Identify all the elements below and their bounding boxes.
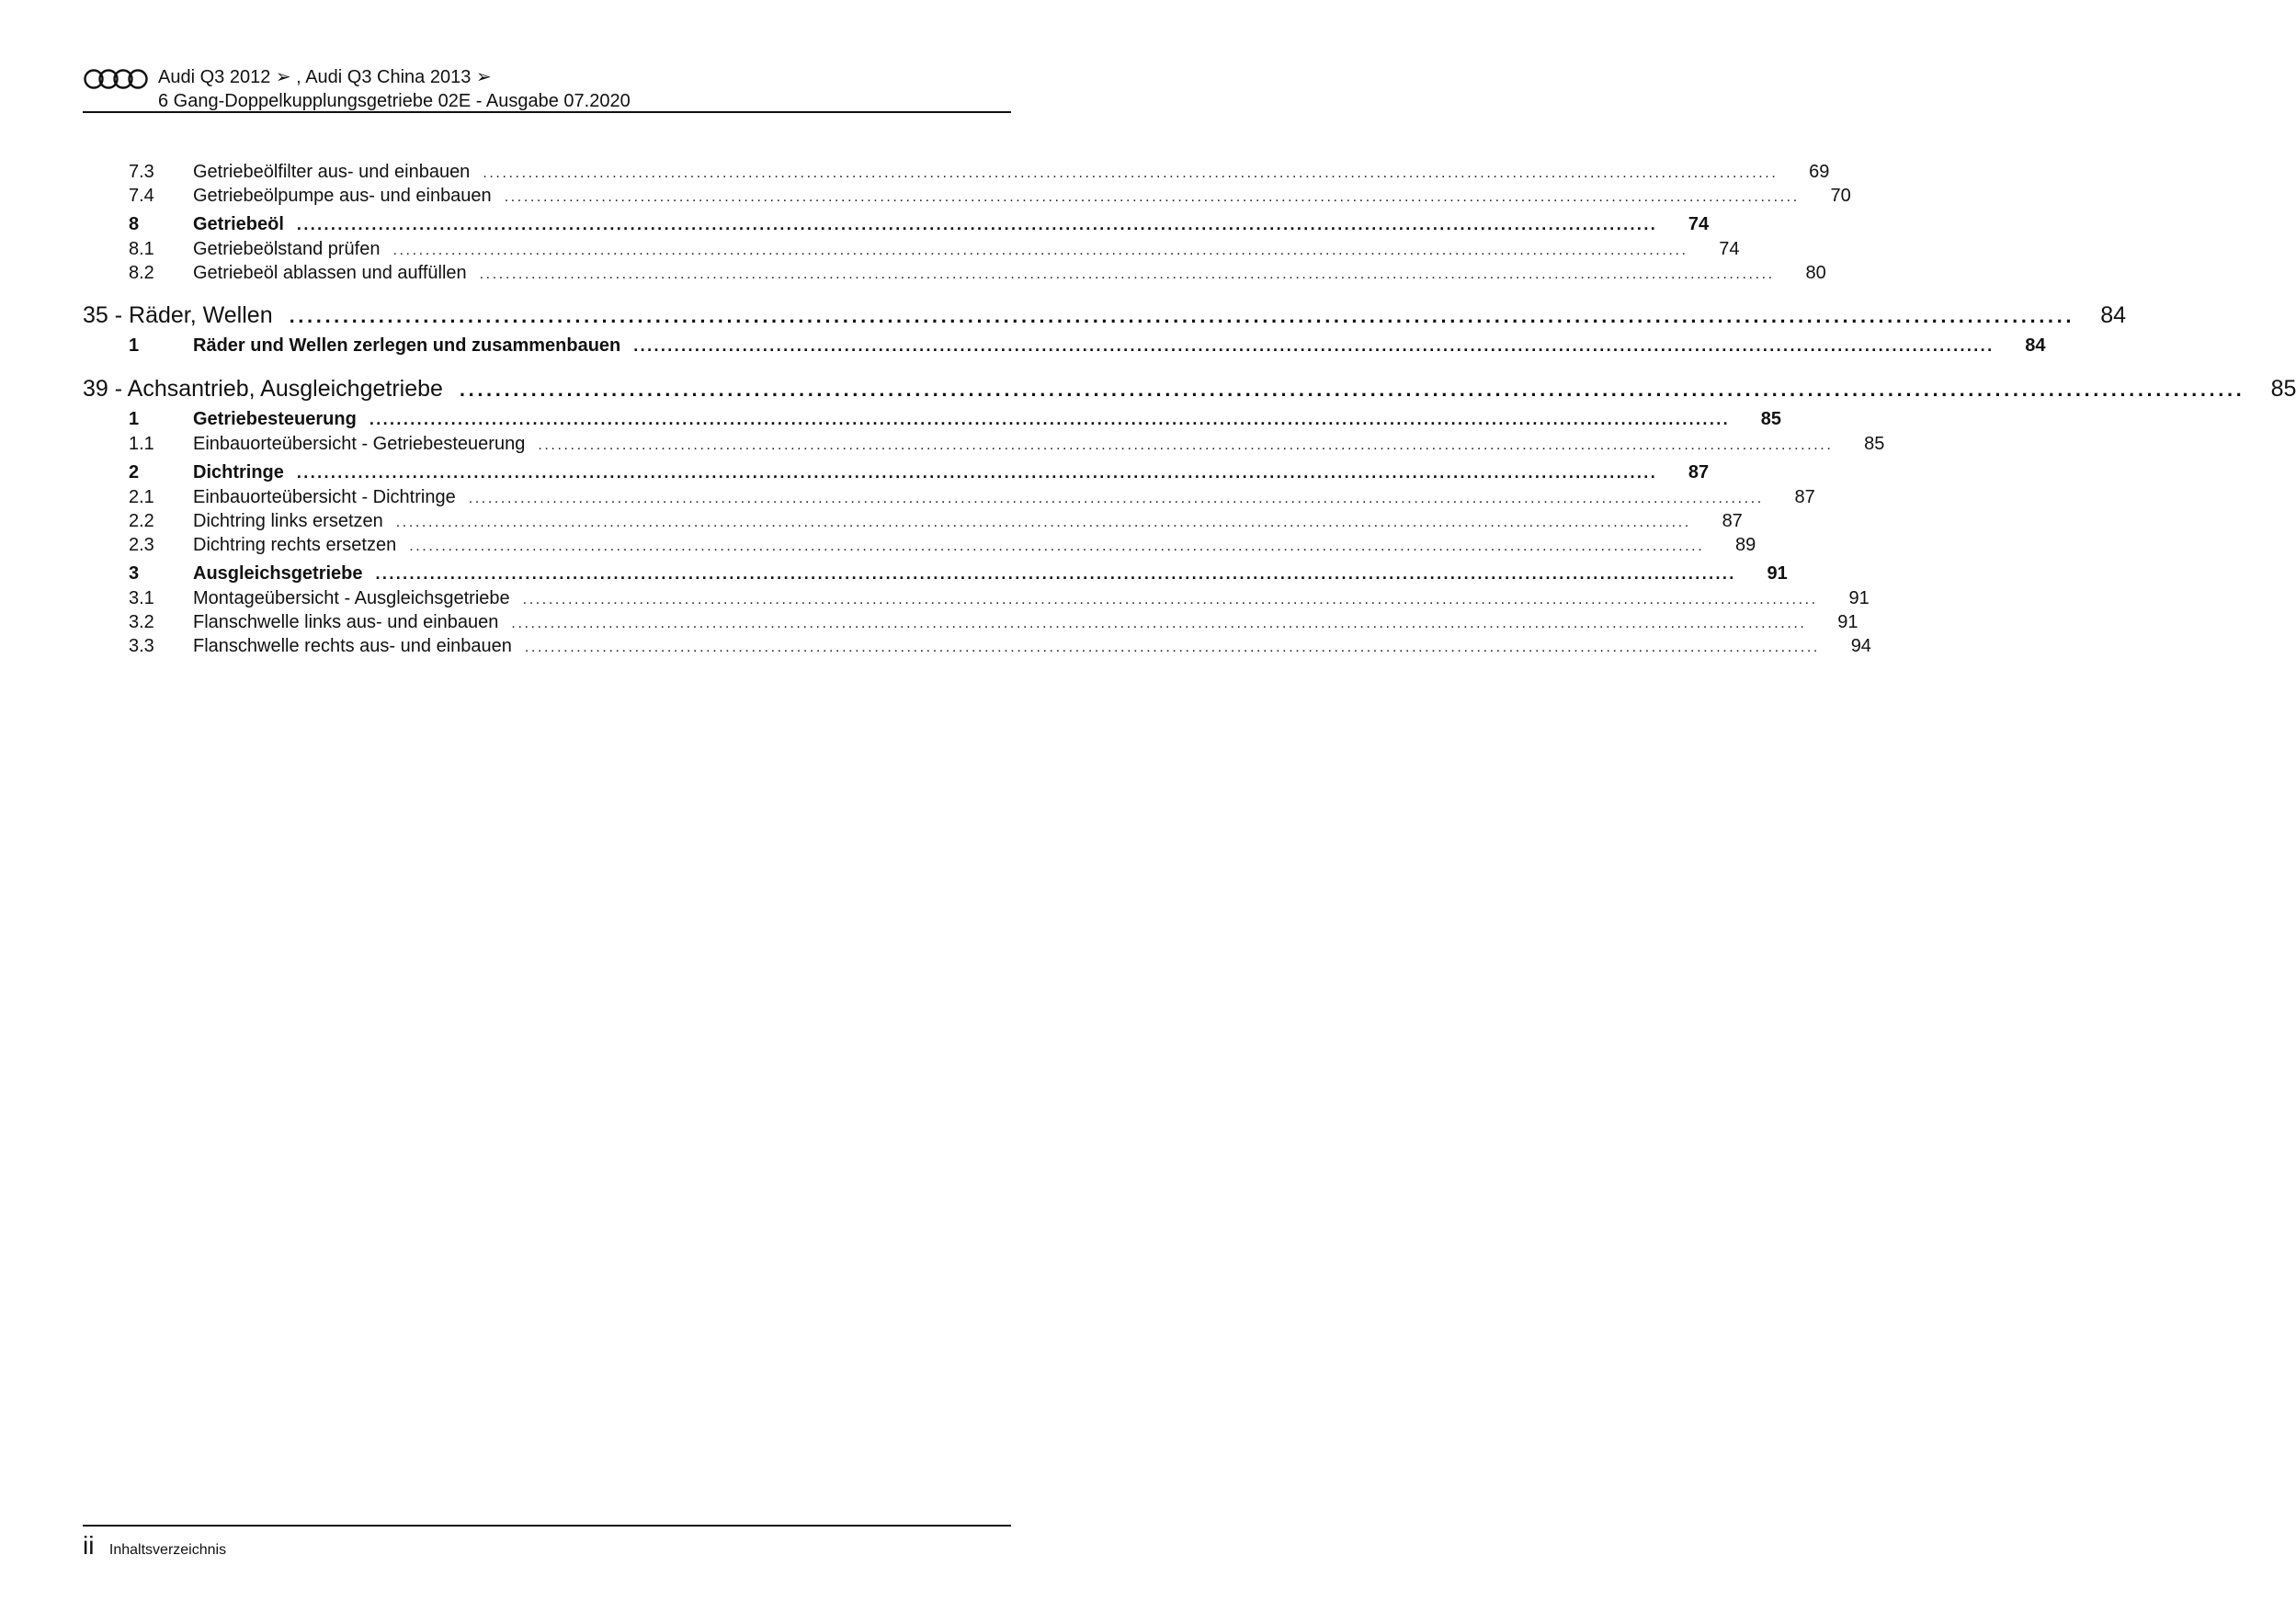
toc-dot-leader: ........................................................................................................................................................................................................ (459, 378, 2245, 401)
toc-section-entry[interactable] (83, 406, 1782, 432)
page-footer (83, 1529, 226, 1566)
toc-dot-leader: ........................................................................................................................................................................................................ (538, 437, 1834, 453)
toc-entry-number: 3.3 (129, 636, 154, 656)
toc-dot-leader: ........................................................................................................................................................................................................ (395, 515, 1691, 530)
toc-entry-title: 39 - Achsantrieb, Ausgleichgetriebe (83, 376, 443, 402)
toc-subsection-entry[interactable] (83, 261, 1826, 285)
toc-entry-number: 8.1 (129, 239, 154, 259)
toc-entry-page: 69 (1809, 162, 1830, 182)
toc-entry-number: 2.3 (129, 535, 154, 555)
toc-entry-number: 8 (129, 214, 140, 234)
toc-dot-leader: ........................................................................................................................................................................................................ (511, 616, 1807, 631)
toc-entry-title: Räder und Wellen zerlegen und zusammenbauen (193, 335, 621, 356)
toc-entry-title: Dichtring rechts ersetzen (193, 535, 397, 555)
toc-dot-leader: ........................................................................................................................................................................................................ (409, 539, 1705, 554)
toc-entry-page: 87 (1794, 487, 1815, 507)
toc-dot-leader: ........................................................................................................................................................................................................ (483, 165, 1779, 181)
toc-entry-page: 70 (1830, 186, 1851, 206)
toc-entry-title: Getriebeölfilter aus- und einbauen (193, 162, 471, 182)
toc-dot-leader: ........................................................................................................................................................................................................ (289, 304, 2075, 327)
toc-section-entry[interactable] (83, 460, 1710, 485)
toc-dot-leader: ........................................................................................................................................................................................................ (479, 267, 1775, 282)
toc-entry-page: 84 (2025, 335, 2046, 356)
toc-subsection-entry[interactable] (83, 160, 1830, 184)
toc-subsection-entry[interactable] (83, 485, 1815, 509)
toc-dot-leader: ........................................................................................................................................................................................................ (369, 410, 1731, 428)
toc-entry-number: 3.2 (129, 612, 154, 632)
toc-entry-page: 80 (1805, 263, 1826, 283)
footer-section-name: Inhaltsverzeichnis (108, 1542, 227, 1558)
toc-entry-page: 85 (1864, 434, 1885, 454)
toc-entry-number: 2.2 (129, 511, 154, 531)
toc-subsection-entry[interactable] (83, 237, 1740, 261)
toc-dot-leader: ........................................................................................................................................................................................................ (375, 564, 1736, 583)
toc-section-entry[interactable] (83, 333, 2046, 358)
toc-entry-title: Einbauorteübersicht - Getriebesteuerung (193, 434, 526, 454)
audi-rings-logo (83, 68, 149, 90)
toc-entry-page: 89 (1735, 535, 1756, 555)
toc-entry-title: Getriebeöl ablassen und auffüllen (193, 263, 467, 283)
toc-entry-title: Getriebeölpumpe aus- und einbauen (193, 186, 492, 206)
toc-dot-leader: ........................................................................................................................................................................................................ (296, 463, 1658, 482)
toc-entry-number: 7.3 (129, 162, 154, 182)
toc-entry-number: 7.4 (129, 186, 154, 206)
toc-subsection-entry[interactable] (83, 432, 1885, 456)
toc-entry-title: Ausgleichsgetriebe (193, 563, 363, 584)
toc-entry-number: 2.1 (129, 487, 154, 507)
toc-entry-number: 1 (129, 409, 140, 429)
toc-entry-page: 91 (1837, 612, 1858, 632)
toc-entry-title: Flanschwelle rechts aus- und einbauen (193, 636, 512, 656)
toc-section-entry[interactable] (83, 211, 1710, 237)
toc-dot-leader: ........................................................................................................................................................................................................ (296, 215, 1658, 233)
toc-chapter-entry[interactable] (83, 373, 2296, 404)
toc-entry-page: 85 (2270, 376, 2296, 402)
toc-entry-page: 74 (1688, 214, 1710, 234)
toc-entry-number: 3.1 (129, 588, 154, 608)
table-of-contents (83, 160, 2296, 658)
toc-entry-page: 84 (2100, 302, 2127, 328)
toc-entry-title: Einbauorteübersicht - Dichtringe (193, 487, 456, 507)
toc-dot-leader: ........................................................................................................................................................................................................ (504, 189, 1800, 205)
toc-entry-number: 8.2 (129, 263, 154, 283)
toc-subsection-entry[interactable] (83, 610, 1858, 634)
footer-page-number: ii (83, 1531, 95, 1560)
toc-entry-page: 87 (1688, 462, 1710, 482)
toc-dot-leader: ........................................................................................................................................................................................................ (633, 336, 1995, 355)
footer-rule (83, 1525, 1011, 1527)
toc-entry-page: 85 (1760, 409, 1782, 429)
toc-entry-page: 91 (1767, 563, 1788, 584)
toc-entry-number: 1.1 (129, 434, 154, 454)
toc-entry-page: 74 (1719, 239, 1740, 259)
toc-subsection-entry[interactable] (83, 184, 1851, 208)
toc-entry-title: Getriebesteuerung (193, 409, 357, 429)
toc-entry-title: Getriebeöl (193, 214, 284, 234)
toc-entry-number: 3 (129, 563, 140, 584)
toc-entry-number: 1 (129, 335, 140, 356)
toc-entry-title: Dichtring links ersetzen (193, 511, 383, 531)
toc-subsection-entry[interactable] (83, 509, 1743, 533)
toc-entry-page: 94 (1850, 636, 1871, 656)
toc-chapter-entry[interactable] (83, 300, 2127, 331)
toc-entry-title: Dichtringe (193, 462, 284, 482)
toc-entry-title: Flanschwelle links aus- und einbauen (193, 612, 499, 632)
header-rule (83, 111, 1011, 113)
toc-dot-leader: ........................................................................................................................................................................................................ (522, 592, 1818, 607)
toc-entry-title: 35 - Räder, Wellen (83, 302, 273, 328)
header-model-line: Audi Q3 2012 ➢ , Audi Q3 China 2013 ➢ (158, 67, 492, 87)
toc-dot-leader: ........................................................................................................................................................................................................ (392, 243, 1688, 258)
toc-entry-page: 91 (1848, 588, 1870, 608)
toc-section-entry[interactable] (83, 561, 1788, 586)
toc-dot-leader: ........................................................................................................................................................................................................ (468, 491, 1764, 506)
toc-entry-title: Getriebeölstand prüfen (193, 239, 381, 259)
header-edition-line: 6 Gang-Doppelkupplungsgetriebe 02E - Ausgabe 07.2020 (158, 91, 631, 111)
toc-entry-number: 2 (129, 462, 140, 482)
toc-subsection-entry[interactable] (83, 533, 1756, 557)
toc-entry-title: Montageübersicht - Ausgleichsgetriebe (193, 588, 510, 608)
page-header (83, 64, 1011, 114)
toc-subsection-entry[interactable] (83, 586, 1870, 610)
toc-subsection-entry[interactable] (83, 634, 1871, 658)
toc-entry-page: 87 (1722, 511, 1743, 531)
toc-dot-leader: ........................................................................................................................................................................................................ (524, 640, 1820, 655)
